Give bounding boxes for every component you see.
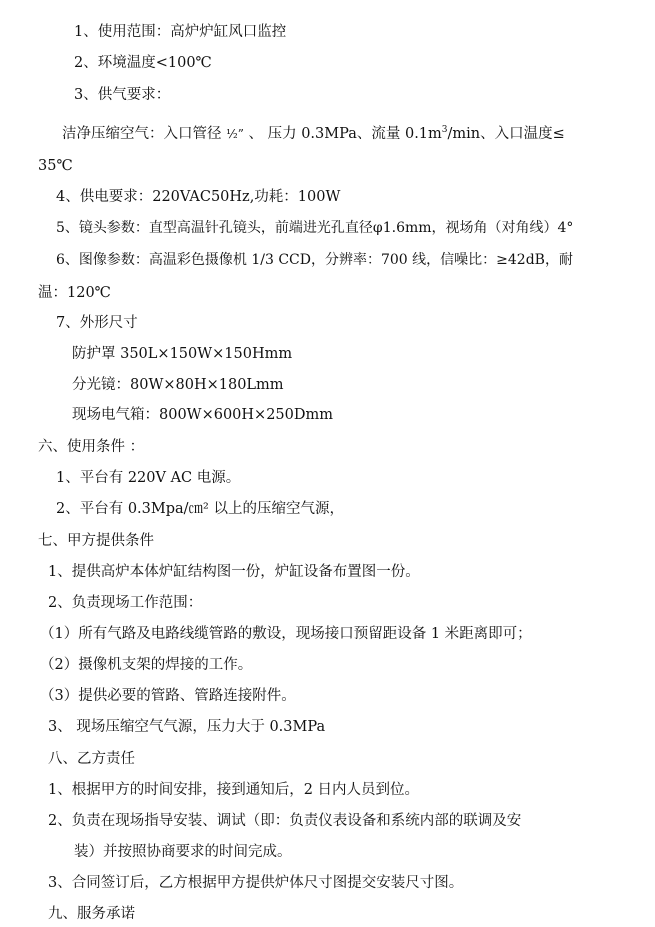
line-party-a-2-3: （3）提供必要的管路、管路连接附件。 <box>40 688 296 704</box>
line-dimensions-heading: 7、外形尺寸 <box>56 315 138 331</box>
line-scope: 1、使用范围：高炉炉缸风口监控 <box>74 24 287 40</box>
air-spec-inlet-temp: /min、入口温度≤ <box>447 126 565 142</box>
air-spec-inlet: 洁净压缩空气：入口管径 <box>62 126 222 142</box>
line-party-b-3: 3、合同签订后，乙方根据甲方提供炉体尺寸图提交安装尺寸图。 <box>48 875 464 891</box>
line-party-b-2: 2、负责在现场指导安装、调试（即：负责仪表设备和系统内部的联调及安 <box>48 813 522 829</box>
section-usage-conditions: 六、使用条件 ： <box>38 439 145 455</box>
line-lens: 5、镜头参数：直型高温针孔镜头，前端进光孔直径φ1.6mm，视场角（对角线）4° <box>56 220 574 236</box>
line-image: 6、图像参数：高温彩色摄像机 1/3 CCD，分辨率：700 线，信噪比：≥42dB，耐 <box>56 252 573 268</box>
line-party-a-1: 1、提供高炉本体炉缸结构图一份，炉缸设备布置图一份。 <box>48 564 420 580</box>
air-spec-pressure-flow: 、 压力 0.3MPa、流量 0.1m <box>248 126 442 142</box>
section-party-a: 七、甲方提供条件 <box>38 533 154 549</box>
line-power: 4、供电要求：220VAC50Hz,功耗：100W <box>56 189 341 205</box>
line-air-temp-value: 35℃ <box>38 158 73 174</box>
section-party-b: 八、乙方责任 <box>48 751 135 767</box>
line-party-a-2-1: （1）所有气路及电路线缆管路的敷设，现场接口预留距设备 1 米距离即可； <box>40 626 532 642</box>
line-air-supply: 3、供气要求： <box>74 87 171 103</box>
line-party-a-2-2: （2）摄像机支架的焊接的工作。 <box>40 657 253 673</box>
line-compressed-air: 2、平台有 0.3Mpa/㎝² 以上的压缩空气源， <box>56 501 344 517</box>
line-splitter-dim: 分光镜：80W×80H×180Lmm <box>72 377 284 393</box>
line-party-a-2: 2、负责现场工作范围： <box>48 595 203 611</box>
line-party-b-1: 1、根据甲方的时间安排，接到通知后，2 日内人员到位。 <box>48 782 420 798</box>
line-air-spec <box>62 120 565 144</box>
line-cabinet-dim: 现场电气箱：800W×600H×250Dmm <box>72 407 333 423</box>
air-spec-half-inch: ½” <box>226 127 244 141</box>
line-party-b-2-cont: 装）并按照协商要求的时间完成。 <box>74 844 292 860</box>
line-image-temp: 温：120℃ <box>38 285 111 301</box>
air-spec-cube-sup: 3 <box>441 125 448 135</box>
line-ac-power: 1、平台有 220V AC 电源。 <box>56 470 241 486</box>
section-service: 九、服务承诺 <box>48 906 135 922</box>
line-env-temp: 2、环境温度<100℃ <box>74 55 212 71</box>
line-shield-dim: 防护罩 350L×150W×150Hmm <box>72 346 293 362</box>
line-party-a-3: 3、 现场压缩空气气源，压力大于 0.3MPa <box>48 719 326 735</box>
